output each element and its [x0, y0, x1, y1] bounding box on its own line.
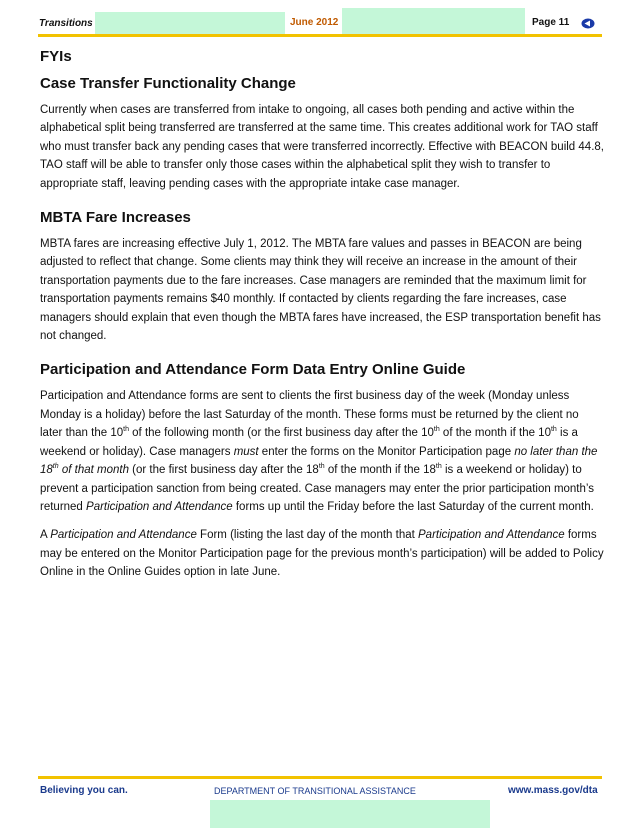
back-arrow-icon[interactable] — [581, 18, 595, 29]
footer-rule — [38, 776, 602, 779]
heading-mbta-fares: MBTA Fare Increases — [40, 209, 191, 227]
paragraph-participation-1: Participation and Attendance forms are sent to clients the first business day of the week (Monday unless Monday is a holiday) before the last Saturday of the month. These forms must be returned by the client no later than the 10th of the following month (or the first business day after the 10th of the month if the 10th is a weekend or holiday). Case managers must enter the forms on the Monitor Participation page no later than the 18th of that month (or the first business day after the 18th of the month if the 18th is a weekend or holiday) to prevent a participation sanction from being created. Case managers may enter the prior participation month’s returned Participation and Attendance forms up until the Friday before the last Saturday of the current month. — [40, 390, 598, 513]
header-rule — [38, 34, 602, 37]
paragraph-participation-2: A Participation and Attendance Form (listing the last day of the month that Participation and Attendance forms may be entered on the Monitor Participation page for the previous month’s participation) will be added to Policy Online in the Online Guides option in late June. — [40, 529, 604, 579]
footer-website-link[interactable]: www.mass.gov/dta — [508, 785, 598, 796]
footer-department: DEPARTMENT OF TRANSITIONAL ASSISTANCE — [214, 786, 416, 796]
paragraph-case-transfer: Currently when cases are transferred from intake to ongoing, all cases both pending and active within the alphabetical split being transferred are transferred at the same time. This creates additional work for TAO staff who must transfer back any pending cases that were transferred incorrectly. Effective with BEACON build 44.8, TAO staff will be able to transfer only those cases within the alphabetical split they wish to transfer to appropriate staff, leaving pending cases with the appropriate intake case manager. — [40, 104, 604, 190]
paragraph-mbta-fares: MBTA fares are increasing effective July 1, 2012. The MBTA fare values and passes in BEACON are being adjusted to reflect that change. Some clients may think they will receive an increase in the amount of their transportation payments due to the fare increases. Case managers are reminded that the maximum limit for transportation payments remains $40 monthly. If contacted by clients regarding the fare increases, case managers should explain that even though the MBTA fares have increased, the ESP transportation benefit has not changed. — [40, 238, 601, 343]
newsletter-title: Transitions — [39, 18, 93, 29]
footer-mint-box — [210, 800, 490, 828]
page-number: Page 11 — [532, 17, 570, 28]
heading-case-transfer: Case Transfer Functionality Change — [40, 75, 296, 92]
heading-participation-guide: Participation and Attendance Form Data Entry Online Guide — [40, 361, 466, 379]
article-body — [40, 48, 604, 582]
issue-date: June 2012 — [290, 17, 339, 28]
page-header — [38, 13, 602, 35]
section-heading-fyis: FYIs — [40, 48, 72, 65]
footer-slogan: Believing you can. — [40, 785, 128, 796]
